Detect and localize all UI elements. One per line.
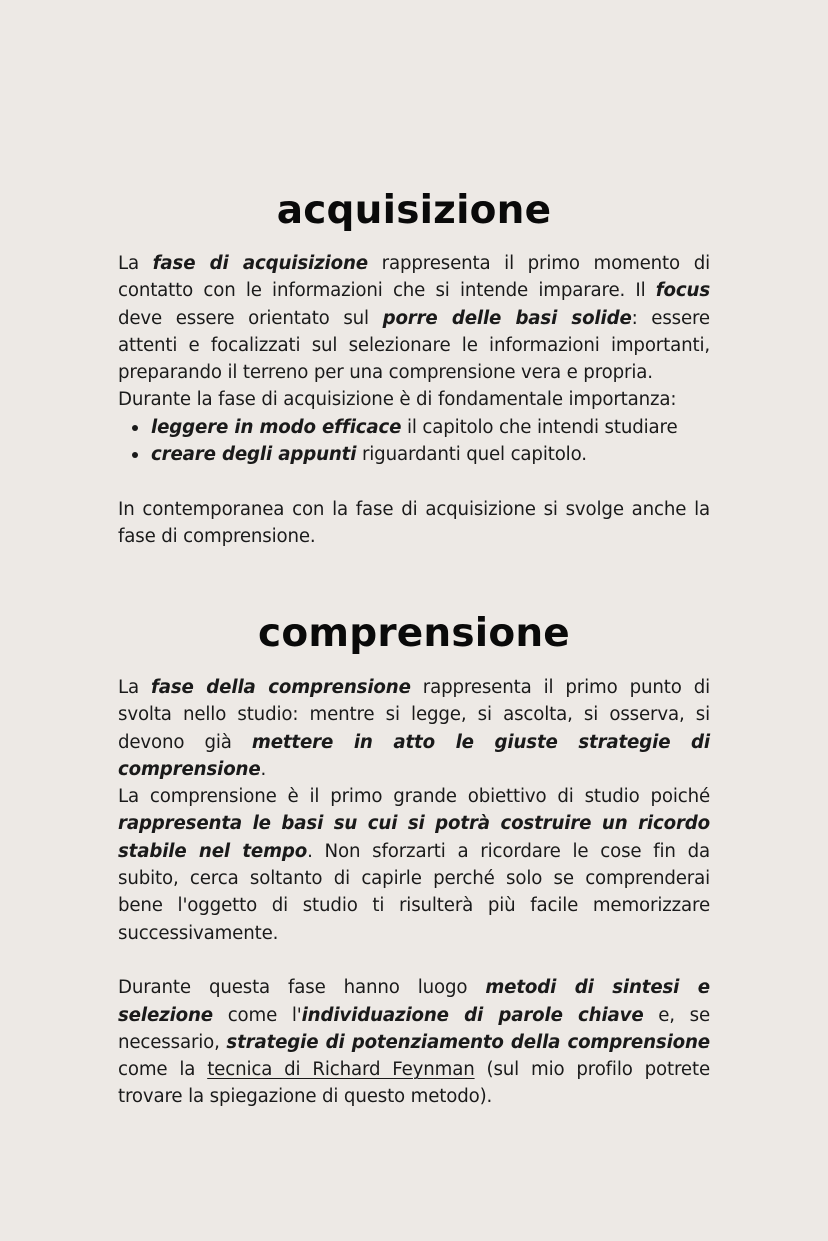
paragraph-acquisizione-intro [118,250,710,386]
text: riguardanti quel capitolo. [356,444,587,466]
emphasis: metodi di sintesi e selezione [118,977,710,1026]
list-item [118,441,710,468]
section-body-comprensione [118,674,710,1111]
paragraph-comprensione-metodi [118,974,710,1110]
text: La comprensione è il primo grande obiettivo di studio poiché [118,786,710,808]
emphasis: rappresenta le basi su cui si potrà costruire un ricordo stabile nel tempo [118,813,710,862]
emphasis: creare degli appunti [151,444,357,466]
text: Durante questa fase hanno luogo [118,977,486,999]
text: e, se necessario, [118,1004,710,1053]
text: deve essere orientato sul [118,307,383,329]
section-body-acquisizione [118,250,710,550]
text: La [118,677,151,698]
emphasis: individuazione di parole chiave [301,1004,644,1026]
emphasis: fase di acquisizione [152,253,368,274]
text: rappresenta il primo punto di svolta nello studio: mentre si legge, si ascolta, si osserva, si devono già [118,677,711,753]
emphasis: mettere in atto le giuste strategie di comprensione [118,731,711,780]
paragraph-acquisizione-importance: Durante la fase di acquisizione è di fondamentale importanza: [118,389,677,411]
emphasis: leggere in modo efficace [151,416,402,438]
section-title-acquisizione: acquisizione [276,188,552,233]
paragraph-comprensione-obiettivo [118,783,710,947]
text: come la [118,1059,208,1081]
paragraph-comprensione-intro [118,674,710,783]
text: La [118,253,153,274]
text: : essere attenti e focalizzati sul selezionare le informazioni importanti, preparando il terreno per una comprensione vera e propria. [118,307,710,384]
text: come l' [212,1004,302,1026]
emphasis: fase della comprensione [151,677,411,698]
text: . [260,758,267,780]
text: . Non sforzarti a ricordare le cose fin da subito, cerca soltanto di capirle perché solo se comprenderai bene l'oggetto di studio ti risulterà più facile memorizzare successivamente. [118,840,710,944]
list-item [118,414,710,441]
text: il capitolo che intendi studiare [401,416,678,438]
paragraph-acquisizione-contemporanea: In contemporanea con la fase di acquisizione si svolge anche la fase di comprensione. [118,498,710,547]
section-title-comprensione: comprensione [258,611,570,656]
text: rappresenta il primo momento di contatto con le informazioni che si intende imparare. Il [118,253,711,302]
text: (sul mio profilo potrete trovare la spiegazione di questo metodo). [118,1059,710,1108]
feynman-technique-link[interactable]: tecnica di Richard Feynman [207,1059,475,1081]
emphasis: strategie di potenziamento della comprensione [226,1031,710,1053]
emphasis: porre delle basi solide [382,307,632,329]
emphasis: focus [655,280,710,302]
bullet-list [118,414,710,469]
